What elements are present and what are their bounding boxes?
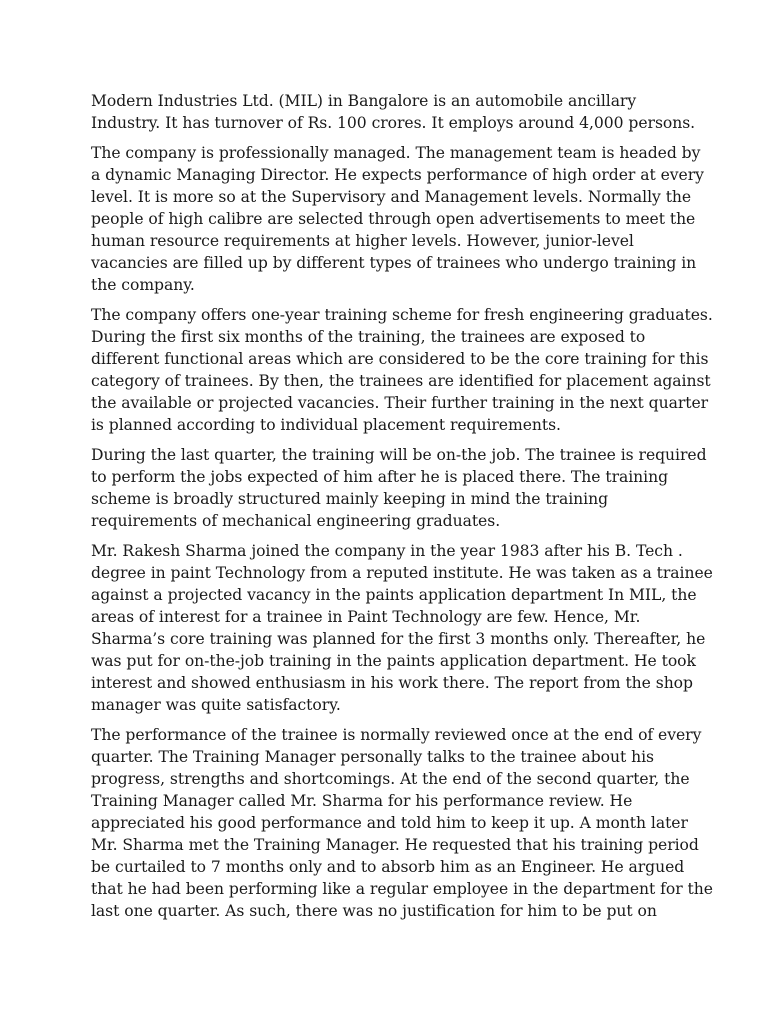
text-line: people of high calibre are selected through open advertisements to meet the: [91, 210, 696, 228]
text-line: Training Manager called Mr. Sharma for his performance review. He: [91, 792, 633, 810]
text-line: areas of interest for a trainee in Paint Technology are few. Hence, Mr.: [91, 608, 641, 626]
text-line: against a projected vacancy in the paints application department In MIL, the: [91, 586, 697, 604]
text-line: be curtailed to 7 months only and to absorb him as an Engineer. He argued: [91, 858, 685, 876]
paragraph-rakesh-sharma: [91, 540, 713, 716]
text-line: level. It is more so at the Supervisory and Management levels. Normally the: [91, 188, 692, 206]
text-line: progress, strengths and shortcomings. At the end of the second quarter, the: [91, 770, 690, 788]
text-line: last one quarter. As such, there was no justification for him to be put on: [91, 902, 657, 920]
text-line: the company.: [91, 276, 195, 294]
text-line: different functional areas which are considered to be the core training for this: [91, 350, 709, 368]
text-line: Mr. Sharma met the Training Manager. He requested that his training period: [91, 836, 699, 854]
text-line: to perform the jobs expected of him after he is placed there. The training: [91, 468, 669, 486]
text-line: During the last quarter, the training will be on-the job. The trainee is required: [91, 446, 707, 464]
text-line: manager was quite satisfactory.: [91, 696, 341, 714]
text-line: scheme is broadly structured mainly keeping in mind the training: [91, 490, 609, 508]
text-line: quarter. The Training Manager personally talks to the trainee about his: [91, 748, 655, 766]
paragraph-management: [91, 142, 704, 296]
text-line: that he had been performing like a regular employee in the department for the: [91, 880, 713, 898]
text-line: the available or projected vacancies. Their further training in the next quarter: [91, 394, 709, 412]
text-line: Industry. It has turnover of Rs. 100 crores. It employs around 4,000 persons.: [91, 114, 696, 132]
text-line: interest and showed enthusiasm in his work there. The report from the shop: [91, 674, 693, 692]
text-line: category of trainees. By then, the trainees are identified for placement against: [91, 372, 711, 390]
text-line: appreciated his good performance and told him to keep it up. A month later: [91, 814, 688, 832]
paragraph-company-intro: [91, 90, 696, 134]
text-line: The company is professionally managed. The management team is headed by: [91, 144, 701, 162]
text-line: Mr. Rakesh Sharma joined the company in the year 1983 after his B. Tech .: [91, 542, 683, 560]
paragraph-last-quarter: [91, 444, 707, 532]
text-line: degree in paint Technology from a reputed institute. He was taken as a trainee: [91, 564, 713, 582]
text-line: The company offers one-year training scheme for fresh engineering graduates.: [91, 306, 713, 324]
text-line: Modern Industries Ltd. (MIL) in Bangalore is an automobile ancillary: [91, 92, 637, 110]
text-line: human resource requirements at higher levels. However, junior-level: [91, 232, 634, 250]
text-line: The performance of the trainee is normally reviewed once at the end of every: [91, 726, 702, 744]
text-line: vacancies are filled up by different types of trainees who undergo training in: [91, 254, 697, 272]
text-line: requirements of mechanical engineering graduates.: [91, 512, 501, 530]
paragraph-training-scheme: [91, 304, 713, 436]
document-page: [91, 90, 713, 930]
paragraph-performance-review: [91, 724, 713, 922]
text-line: During the first six months of the training, the trainees are exposed to: [91, 328, 646, 346]
text-line: is planned according to individual placement requirements.: [91, 416, 561, 434]
text-line: Sharma’s core training was planned for the first 3 months only. Thereafter, he: [91, 630, 706, 648]
text-line: a dynamic Managing Director. He expects performance of high order at every: [91, 166, 704, 184]
text-line: was put for on-the-job training in the paints application department. He took: [91, 652, 696, 670]
